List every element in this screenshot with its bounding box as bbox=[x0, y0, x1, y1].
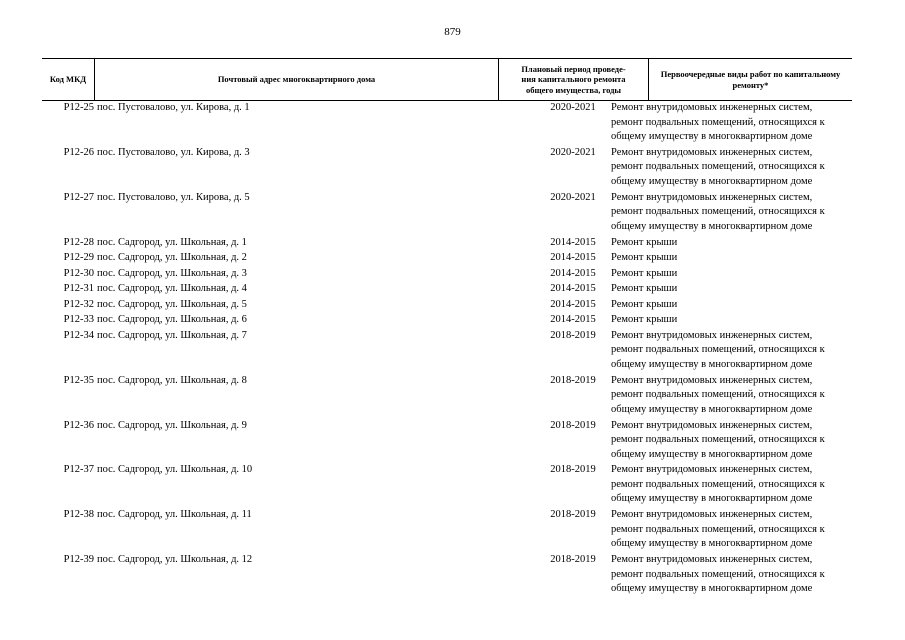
table-header bbox=[42, 58, 852, 101]
row-address: пос. Садгород, ул. Школьная, д. 8 bbox=[97, 374, 247, 386]
header-code: Код МКД bbox=[49, 74, 87, 85]
row-works: Ремонт внутридомовых инженерных систем, ремонт подвальных помещений, относящихся к общему имуществу в многоквартирном доме bbox=[611, 329, 825, 370]
table-row bbox=[42, 282, 852, 297]
table-row bbox=[42, 267, 852, 282]
row-works: Ремонт внутридомовых инженерных систем, ремонт подвальных помещений, относящихся к общему имуществу в многоквартирном доме bbox=[611, 464, 825, 505]
table-row bbox=[42, 236, 852, 251]
table-row bbox=[42, 191, 852, 235]
row-period: 2020-2021 bbox=[550, 102, 596, 113]
row-period: 2020-2021 bbox=[550, 191, 596, 203]
row-works: Ремонт крыши bbox=[611, 267, 678, 279]
row-period: 2018-2019 bbox=[550, 374, 596, 386]
row-works: Ремонт внутридомовых инженерных систем, ремонт подвальных помещений, относящихся к общему имуществу в многоквартирном доме bbox=[611, 554, 825, 595]
row-address: пос. Пустовалово, ул. Кирова, д. 5 bbox=[97, 191, 250, 203]
page-number: 879 bbox=[444, 26, 461, 38]
table-row bbox=[42, 101, 852, 145]
table-row bbox=[42, 463, 852, 507]
table-row bbox=[42, 553, 852, 597]
row-period: 2018-2019 bbox=[550, 554, 596, 566]
row-address: пос. Садгород, ул. Школьная, д. 2 bbox=[97, 252, 247, 264]
row-period: 2018-2019 bbox=[550, 329, 596, 341]
row-works: Ремонт внутридомовых инженерных систем, ремонт подвальных помещений, относящихся к общему имуществу в многоквартирном доме bbox=[611, 146, 825, 187]
row-code: Р12-39 bbox=[63, 554, 94, 566]
row-code: Р12-29 bbox=[63, 252, 94, 264]
row-period: 2014-2015 bbox=[550, 298, 596, 310]
table-row bbox=[42, 329, 852, 373]
row-code: Р12-26 bbox=[63, 146, 94, 158]
row-works: Ремонт крыши bbox=[611, 236, 678, 248]
row-address: пос. Садгород, ул. Школьная, д. 11 bbox=[97, 509, 252, 521]
table-row bbox=[42, 508, 852, 552]
row-works: Ремонт внутридомовых инженерных систем, ремонт подвальных помещений, относящихся к общему имуществу в многоквартирном доме bbox=[611, 102, 825, 142]
row-works: Ремонт внутридомовых инженерных систем, ремонт подвальных помещений, относящихся к общему имуществу в многоквартирном доме bbox=[611, 374, 825, 415]
row-code: Р12-32 bbox=[63, 298, 94, 310]
table-row bbox=[42, 251, 852, 266]
row-address: пос. Садгород, ул. Школьная, д. 12 bbox=[97, 554, 253, 566]
row-period: 2018-2019 bbox=[550, 509, 596, 521]
header-period: Плановый период проведе- ния капитального ремонта общего имущества, годы bbox=[498, 59, 648, 100]
row-works: Ремонт внутридомовых инженерных систем, ремонт подвальных помещений, относящихся к общему имуществу в многоквартирном доме bbox=[611, 191, 825, 232]
row-code: Р12-36 bbox=[63, 419, 94, 431]
row-code: Р12-35 bbox=[63, 374, 94, 386]
row-works: Ремонт внутридомовых инженерных систем, ремонт подвальных помещений, относящихся к общему имуществу в многоквартирном доме bbox=[611, 509, 825, 550]
row-works: Ремонт крыши bbox=[611, 283, 678, 295]
row-period: 2014-2015 bbox=[550, 314, 596, 326]
row-period: 2020-2021 bbox=[550, 146, 596, 158]
table-row bbox=[42, 374, 852, 418]
row-works: Ремонт крыши bbox=[611, 314, 678, 326]
row-period: 2014-2015 bbox=[550, 267, 596, 279]
row-code: Р12-25 bbox=[63, 102, 94, 113]
row-address: пос. Пустовалово, ул. Кирова, д. 3 bbox=[97, 146, 250, 158]
table-row bbox=[42, 313, 852, 328]
header-address: Почтовый адрес многоквартирного дома bbox=[94, 59, 498, 100]
row-period: 2018-2019 bbox=[550, 419, 596, 431]
row-address: пос. Садгород, ул. Школьная, д. 7 bbox=[97, 329, 247, 341]
row-address: пос. Садгород, ул. Школьная, д. 3 bbox=[97, 267, 247, 279]
header-works: Первоочередные виды работ по капитальному ремонту* bbox=[648, 59, 852, 100]
row-period: 2014-2015 bbox=[550, 236, 596, 248]
row-code: Р12-33 bbox=[63, 314, 94, 326]
row-works: Ремонт внутридомовых инженерных систем, ремонт подвальных помещений, относящихся к общему имуществу в многоквартирном доме bbox=[611, 419, 825, 460]
row-address: пос. Садгород, ул. Школьная, д. 9 bbox=[97, 419, 247, 431]
row-code: Р12-27 bbox=[63, 191, 94, 203]
row-works: Ремонт крыши bbox=[611, 252, 678, 264]
row-code: Р12-30 bbox=[63, 267, 94, 279]
row-code: Р12-34 bbox=[63, 329, 94, 341]
row-address: пос. Садгород, ул. Школьная, д. 10 bbox=[97, 464, 253, 476]
row-code: Р12-31 bbox=[63, 283, 94, 295]
row-address: пос. Садгород, ул. Школьная, д. 5 bbox=[97, 298, 247, 310]
row-address: пос. Садгород, ул. Школьная, д. 1 bbox=[97, 236, 247, 248]
row-period: 2014-2015 bbox=[550, 252, 596, 264]
table-row bbox=[42, 146, 852, 190]
row-period: 2014-2015 bbox=[550, 283, 596, 295]
row-period: 2018-2019 bbox=[550, 464, 596, 476]
row-address: пос. Садгород, ул. Школьная, д. 4 bbox=[97, 283, 247, 295]
row-works: Ремонт крыши bbox=[611, 298, 678, 310]
row-code: Р12-37 bbox=[63, 464, 94, 476]
table-row bbox=[42, 419, 852, 463]
table-row bbox=[42, 298, 852, 313]
row-address: пос. Пустовалово, ул. Кирова, д. 1 bbox=[97, 102, 250, 113]
row-address: пос. Садгород, ул. Школьная, д. 6 bbox=[97, 314, 247, 326]
row-code: Р12-28 bbox=[63, 236, 94, 248]
row-code: Р12-38 bbox=[63, 509, 94, 521]
